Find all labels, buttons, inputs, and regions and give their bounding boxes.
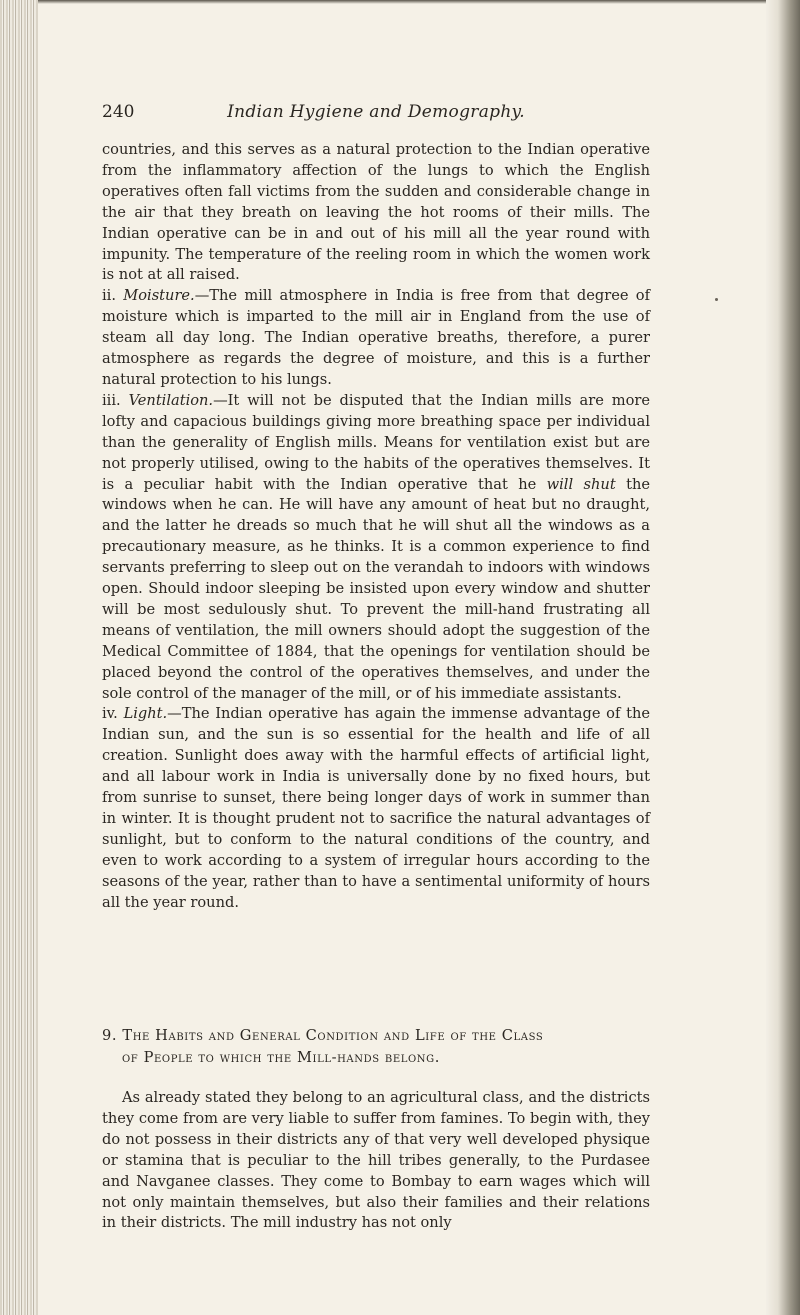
item-text: —The Indian operative has again the immense advantage of the Indian sun, and the sun is so essential for the health and life of all creation. Sunlight does away with the harmful effects of artificial light, and all labour work in India is universally done by no fixed hours, but from sunrise to sunset, there being longer days of work in summer than in winter. It is thought prudent not to sacrifice the natural advantages of sunlight, but to conform to the natural conditions of the country, and even to work according to a system of irregular hours according to the seasons of the year, rather than to have a sentimental uniformity of hours all the year round. [102, 705, 650, 911]
item-number: ii. [102, 287, 116, 305]
item-heading: Light. [123, 705, 168, 723]
page-number: 240 [102, 102, 135, 122]
section-paragraph: As already stated they belong to an agricultural class, and the districts they come from are very liable to suffer from famines. To begin with, they do not possess in their districts any of that very well developed physique or stamina that is peculiar to the hill tribes generally, to the Purdasee and Navganee classes. They come to Bombay to earn wages which will not only maintain themselves, but also their families and their relations in their districts. The mill industry has not only [102, 1089, 650, 1232]
binding-gutter [0, 0, 38, 1315]
section-title-line1: The Habits and General Condition and Life of the Class [122, 1027, 544, 1044]
item-heading: Ventilation. [128, 391, 214, 409]
item-text: the windows when he can. He will have any amount of heat but no draught, and the latter he dreads so much that he will shut all the windows as a precautionary measure, as he thinks. It is a common experience to find servants preferring to sleep out on the verandah to indoors with windows open. Should indoor sleeping be insisted upon every window and shutter will be most sedulously shut. To prevent the mill-hand frustrating all means of ventilation, the mill owners should adopt the suggestion of the Medical Committee of 1884, that the openings for ventilation should be placed beyond the control of the operatives themselves, and under the sole control of the manager of the mill, or of his immediate assistants. [102, 475, 650, 702]
page-edge [766, 0, 800, 1315]
paragraph-light [102, 704, 650, 913]
emphasis-text: will shut [546, 475, 616, 493]
running-title: Indian Hygiene and Demography. [227, 102, 525, 122]
paragraph-moisture [102, 286, 650, 391]
paragraph-intro: countries, and this serves as a natural protection to the Indian operative from the inflammatory affection of the lungs to which the English operatives often fall victims from the sudden and considerable change in the air that they breath on leaving the hot rooms of their mills. The Indian operative can be in and out of his mill all the year round with impunity. The temperature of the reeling room in which the women work is not at all raised. [102, 141, 650, 284]
paper-speck [715, 298, 718, 301]
top-shadow [38, 0, 766, 4]
item-heading: Moisture. [123, 287, 195, 305]
item-number: iii. [102, 391, 121, 409]
page-header [102, 102, 650, 126]
body-text [102, 140, 650, 914]
section-heading [102, 1025, 650, 1069]
item-text: —The mill atmosphere in India is free from that degree of moisture which is imparted to the mill air in England from the use of steam all day long. The Indian operative breaths, therefore, a purer atmosphere as regards the degree of moisture, and this is a further natural protection to his lungs. [102, 287, 650, 388]
section-title-line2: of People to which the Mill-hands belong. [122, 1049, 440, 1066]
section-number: 9. [102, 1027, 118, 1044]
item-number: iv. [102, 705, 118, 723]
section-body [102, 1088, 650, 1234]
item-text: —It will not be disputed that the Indian mills are more lofty and capacious buildings giving more breathing space per individual than the generality of English mills. Means for ventilation exist but are not properly utilised, owing to the habits of the operatives themselves. It is a peculiar habit with the Indian operative that he [102, 391, 650, 493]
paragraph-ventilation [102, 391, 650, 705]
